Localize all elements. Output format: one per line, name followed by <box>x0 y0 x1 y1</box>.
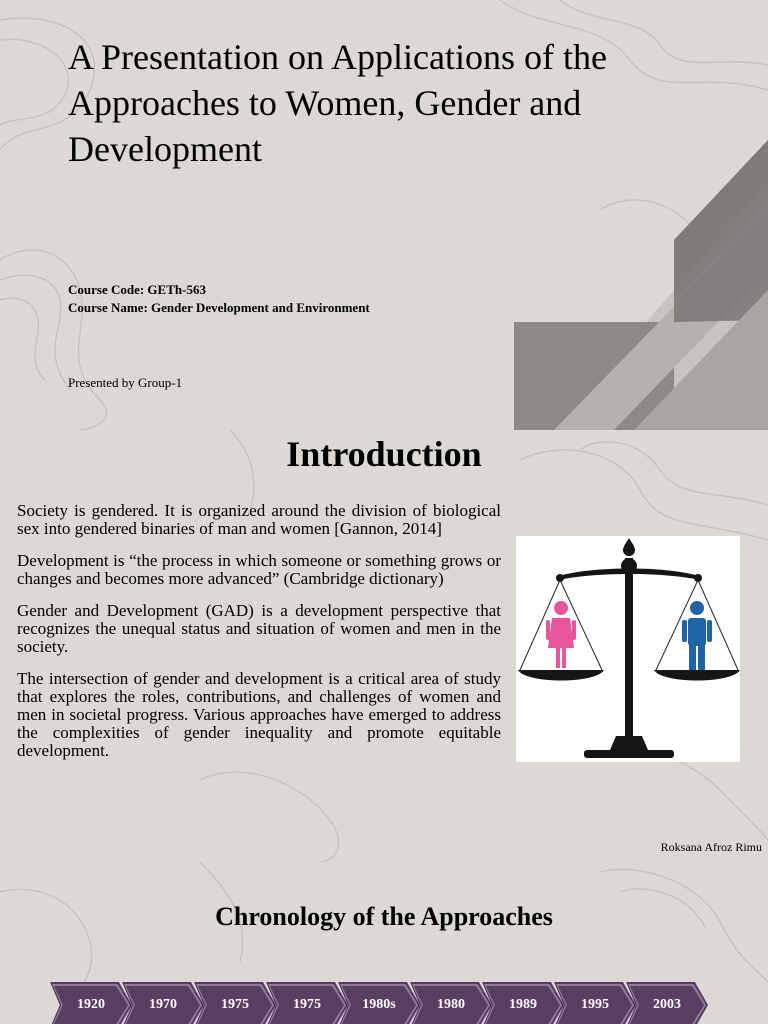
course-name: Course Name: Gender Development and Environment <box>68 300 370 315</box>
introduction-heading: Introduction <box>286 434 482 474</box>
chronology-heading: Chronology of the Approaches <box>215 902 553 931</box>
paragraph: Gender and Development (GAD) is a development perspective that recognizes the unequal status and situation of women and men in the society. <box>17 601 501 656</box>
male-figure-icon <box>682 601 712 670</box>
paragraph: Development is “the process in which someone or something grows or changes and becomes more advanced” (Cambridge dictionary) <box>17 551 501 588</box>
decorative-shapes <box>514 140 768 430</box>
title-slide <box>0 0 768 430</box>
presented-by: Presented by Group-1 <box>68 375 183 390</box>
course-code: Course Code: GETh-563 <box>68 282 206 297</box>
timeline-year: 2003 <box>653 997 681 1012</box>
timeline-year: 1980s <box>362 997 396 1012</box>
paragraph: The intersection of gender and development is a critical area of study that explores the roles, contributions, and challenges of women and men in societal progress. Various approaches have emerged to address the complexities of gender inequality and promote equitable development. <box>17 669 501 760</box>
female-figure-icon <box>546 601 576 668</box>
presentation-title: A Presentation on Applications of the Approaches to Women, Gender and Development <box>68 37 607 169</box>
timeline-year: 1995 <box>581 997 609 1012</box>
introduction-slide <box>0 430 768 862</box>
section-heading <box>0 433 768 475</box>
timeline-year: 1989 <box>509 997 537 1012</box>
author-credit: Roksana Afroz Rimu <box>660 840 762 854</box>
timeline-year: 1975 <box>293 997 321 1012</box>
introduction-body <box>17 502 501 774</box>
gender-balance-image <box>516 536 740 762</box>
timeline-year: 1920 <box>77 997 105 1012</box>
balance-scale-icon <box>516 536 740 762</box>
timeline-year: 1980 <box>437 997 465 1012</box>
chronology-slide <box>0 862 768 1024</box>
timeline-year: 1975 <box>221 997 249 1012</box>
timeline-year: 1970 <box>149 997 177 1012</box>
paragraph: Society is gendered. It is organized around the division of biological sex into gendered binaries of man and women [Gannon, 2014] <box>17 501 501 538</box>
